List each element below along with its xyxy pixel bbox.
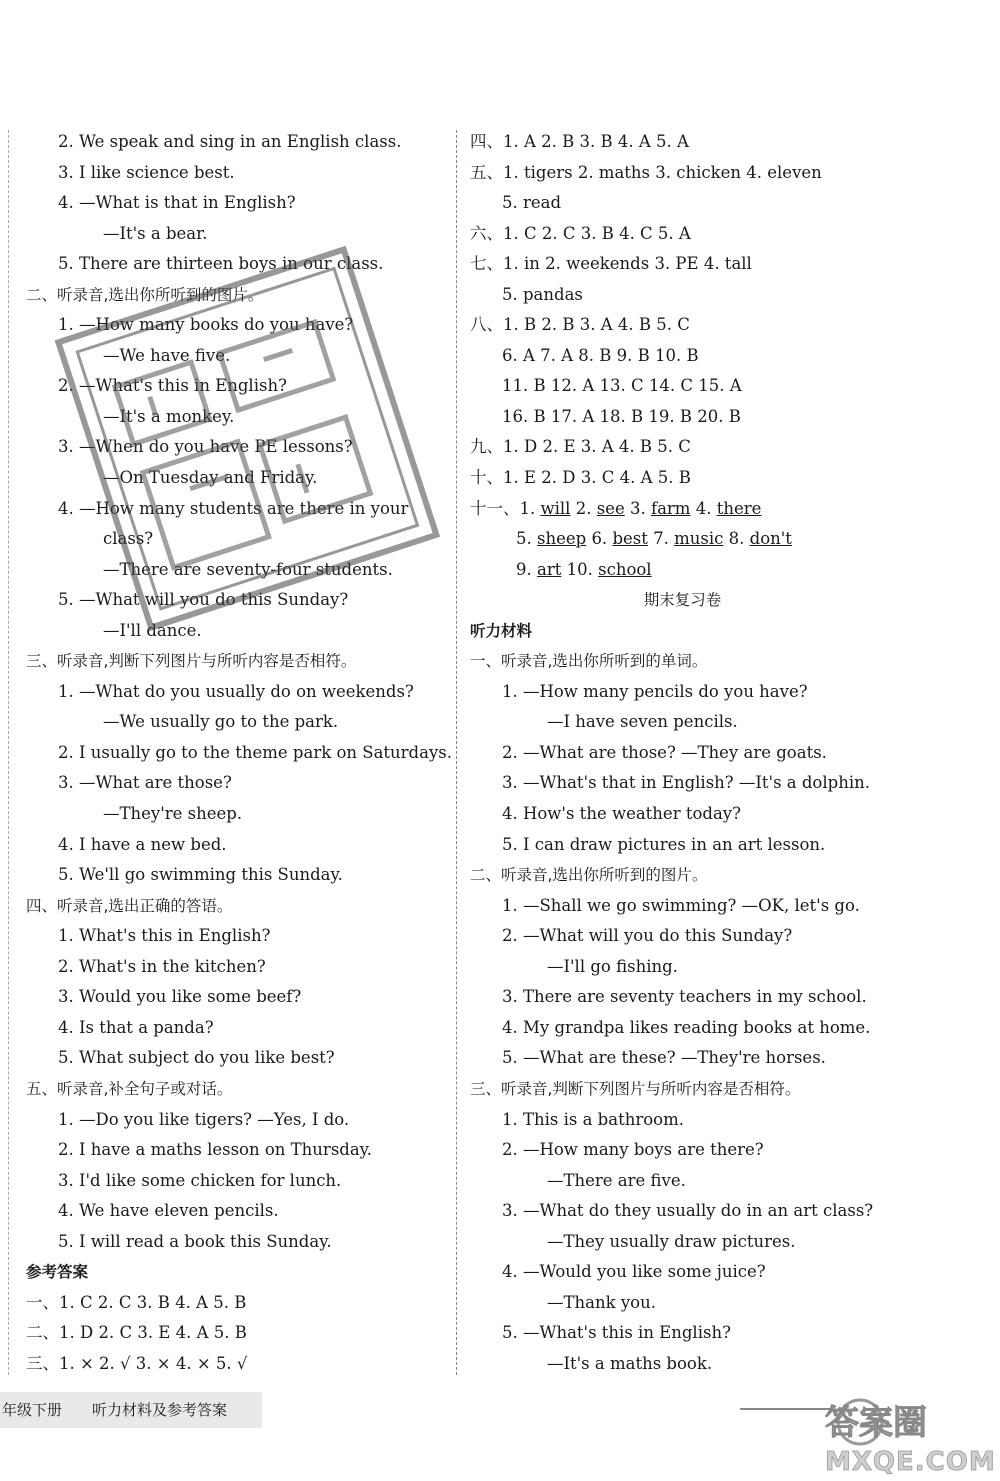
text-line: 2. —What's this in English? <box>58 376 287 396</box>
answer-number: 5. <box>516 529 532 549</box>
answer-number: 8. <box>728 529 745 549</box>
text-line: 3. There are seventy teachers in my school. <box>502 987 867 1007</box>
text-line: 4. We have eleven pencils. <box>58 1201 279 1221</box>
right-column <box>470 127 895 1379</box>
text-line: —There are five. <box>547 1170 686 1190</box>
text-line: 4. —What is that in English? <box>58 193 296 213</box>
text-line: 四、1. A 2. B 3. B 4. A 5. A <box>470 132 689 151</box>
watermark-logo <box>730 1390 1000 1480</box>
text-line: —I'll go fishing. <box>547 956 678 976</box>
text-line: 4. —Would you like some juice? <box>502 1262 766 1282</box>
text-line: 5. There are thirteen boys in our class. <box>58 254 384 274</box>
answer-number: 9. <box>516 559 532 579</box>
text-line <box>470 524 895 555</box>
text-line: 六、1. C 2. C 3. B 4. C 5. A <box>470 223 691 243</box>
text-line: 2. We speak and sing in an English class. <box>58 132 402 151</box>
text-line: 2. What's in the kitchen? <box>58 956 266 976</box>
text-line: 2. I have a maths lesson on Thursday. <box>58 1140 373 1160</box>
text-line: 5. What subject do you like best? <box>58 1048 335 1068</box>
section-heading: 一、听录音,选出你所听到的单词。 <box>470 652 708 671</box>
section-heading: 四、听录音,选出正确的答语。 <box>26 896 233 915</box>
answer-number: 10. <box>566 559 593 579</box>
text-line: 3. —What are those? <box>58 773 232 793</box>
text-line <box>470 555 895 586</box>
text-line: 八、1. B 2. B 3. A 4. B 5. C <box>470 315 690 335</box>
answer-word: music <box>674 529 724 549</box>
text-line: —We have five. <box>103 345 231 365</box>
text-line: 5. read <box>502 193 562 213</box>
text-line: 6. A 7. A 8. B 9. B 10. B <box>502 345 699 365</box>
text-line: 1. —Shall we go swimming? —OK, let's go. <box>502 895 860 915</box>
text-line: —It's a maths book. <box>547 1353 713 1373</box>
text-line: 3. Would you like some beef? <box>58 987 302 1007</box>
text-line: 2. —What are those? —They are goats. <box>502 742 827 762</box>
text-line: 3. —What do they usually do in an art class? <box>502 1201 874 1221</box>
text-line: 三、1. × 2. √ 3. × 4. × 5. √ <box>26 1353 248 1373</box>
text-line: 二、1. D 2. C 3. E 4. A 5. B <box>26 1323 247 1343</box>
text-line: —They're sheep. <box>103 804 243 824</box>
text-line: 3. —What's that in English? —It's a dolphin. <box>502 773 870 793</box>
text-line: 5. I can draw pictures in an art lesson. <box>502 834 826 854</box>
text-line: class? <box>103 529 154 549</box>
text-line: —I have seven pencils. <box>547 712 738 732</box>
text-line: 4. My grandpa likes reading books at home. <box>502 1017 871 1037</box>
text-line: 16. B 17. A 18. B 19. B 20. B <box>502 406 741 426</box>
answer-word: will <box>540 498 571 518</box>
section-heading: 三、听录音,判断下列图片与所听内容是否相符。 <box>26 652 357 671</box>
text-line: 2. I usually go to the theme park on Saturdays. <box>58 742 452 762</box>
answer-word: best <box>612 529 648 549</box>
answer-word: see <box>596 498 625 518</box>
text-line: 11. B 12. A 13. C 14. C 15. A <box>502 376 742 396</box>
text-line: —It's a bear. <box>103 223 208 243</box>
text-line: 1. —Do you like tigers? —Yes, I do. <box>58 1109 350 1129</box>
svg-text:答案圈: 答案圈 <box>825 1403 927 1443</box>
section-heading: 二、听录音,选出你所听到的图片。 <box>26 285 264 304</box>
text-line: 5. —What's this in English? <box>502 1323 731 1343</box>
section-heading: 五、听录音,补全句子或对话。 <box>26 1079 233 1098</box>
answer-number: 6. <box>591 529 608 549</box>
page-footer <box>0 1392 262 1428</box>
text-line: 5. pandas <box>502 284 583 304</box>
section-heading: 二、听录音,选出你所听到的图片。 <box>470 866 708 885</box>
text-line: 4. How's the weather today? <box>502 804 741 824</box>
text-line <box>470 494 895 525</box>
answer-word: there <box>716 498 762 518</box>
text-line: 1. What's this in English? <box>58 926 271 946</box>
text-line: —They usually draw pictures. <box>547 1231 796 1251</box>
text-line: 1. This is a bathroom. <box>502 1109 684 1129</box>
answer-number: 4. <box>695 498 712 518</box>
footer-section: 听力材料及参考答案 <box>92 1401 228 1419</box>
text-line: 1. —What do you usually do on weekends? <box>58 681 414 701</box>
text-line: 5. We'll go swimming this Sunday. <box>58 865 343 885</box>
text-line: —Thank you. <box>547 1292 656 1312</box>
text-line: 五、1. tigers 2. maths 3. chicken 4. eleven <box>470 162 822 182</box>
answer-number: 十一、1. <box>470 498 536 518</box>
text-line: 4. Is that a panda? <box>58 1017 214 1037</box>
text-line: —We usually go to the park. <box>103 712 339 732</box>
answer-number: 3. <box>629 498 646 518</box>
answer-word: don't <box>749 529 792 549</box>
text-line: —On Tuesday and Friday. <box>103 468 318 488</box>
text-line: 5. —What will you do this Sunday? <box>58 590 349 610</box>
text-line: —It's a monkey. <box>103 406 235 426</box>
section-heading: 听力材料 <box>470 621 533 640</box>
text-line: 一、1. C 2. C 3. B 4. A 5. B <box>26 1292 247 1312</box>
column-divider <box>456 130 457 1375</box>
text-line: 2. —How many boys are there? <box>502 1140 764 1160</box>
section-heading: 三、听录音,判断下列图片与所听内容是否相符。 <box>470 1079 801 1098</box>
text-line: 4. —How many students are there in your <box>58 498 409 518</box>
section-heading: 参考答案 <box>26 1263 89 1282</box>
text-line: —There are seventy-four students. <box>103 559 393 579</box>
text-line: 5. —What are these? —They're horses. <box>502 1048 826 1068</box>
text-line: —I'll dance. <box>103 620 202 640</box>
footer-grade: 年级下册 <box>2 1401 63 1419</box>
text-line: 3. I like science best. <box>58 162 235 182</box>
text-line: 5. I will read a book this Sunday. <box>58 1231 332 1251</box>
text-line: 1. —How many books do you have? <box>58 315 354 335</box>
section-heading: 期末复习卷 <box>643 591 722 610</box>
text-line: 1. —How many pencils do you have? <box>502 681 808 701</box>
text-line: 4. I have a new bed. <box>58 834 227 854</box>
text-line: 九、1. D 2. E 3. A 4. B 5. C <box>470 437 691 457</box>
text-line: 3. I'd like some chicken for lunch. <box>58 1170 342 1190</box>
text-line: 3. —When do you have PE lessons? <box>58 437 353 457</box>
answer-word: art <box>537 559 562 579</box>
answer-word: farm <box>650 498 691 518</box>
answer-number: 2. <box>575 498 592 518</box>
answer-word: sheep <box>537 529 587 549</box>
text-line: 十、1. E 2. D 3. C 4. A 5. B <box>470 468 691 488</box>
answer-word: school <box>598 559 652 579</box>
svg-text:MXQE.COM: MXQE.COM <box>825 1447 996 1477</box>
answer-number: 7. <box>653 529 669 549</box>
text-line: 七、1. in 2. weekends 3. PE 4. tall <box>470 254 752 274</box>
text-line: 2. —What will you do this Sunday? <box>502 926 793 946</box>
